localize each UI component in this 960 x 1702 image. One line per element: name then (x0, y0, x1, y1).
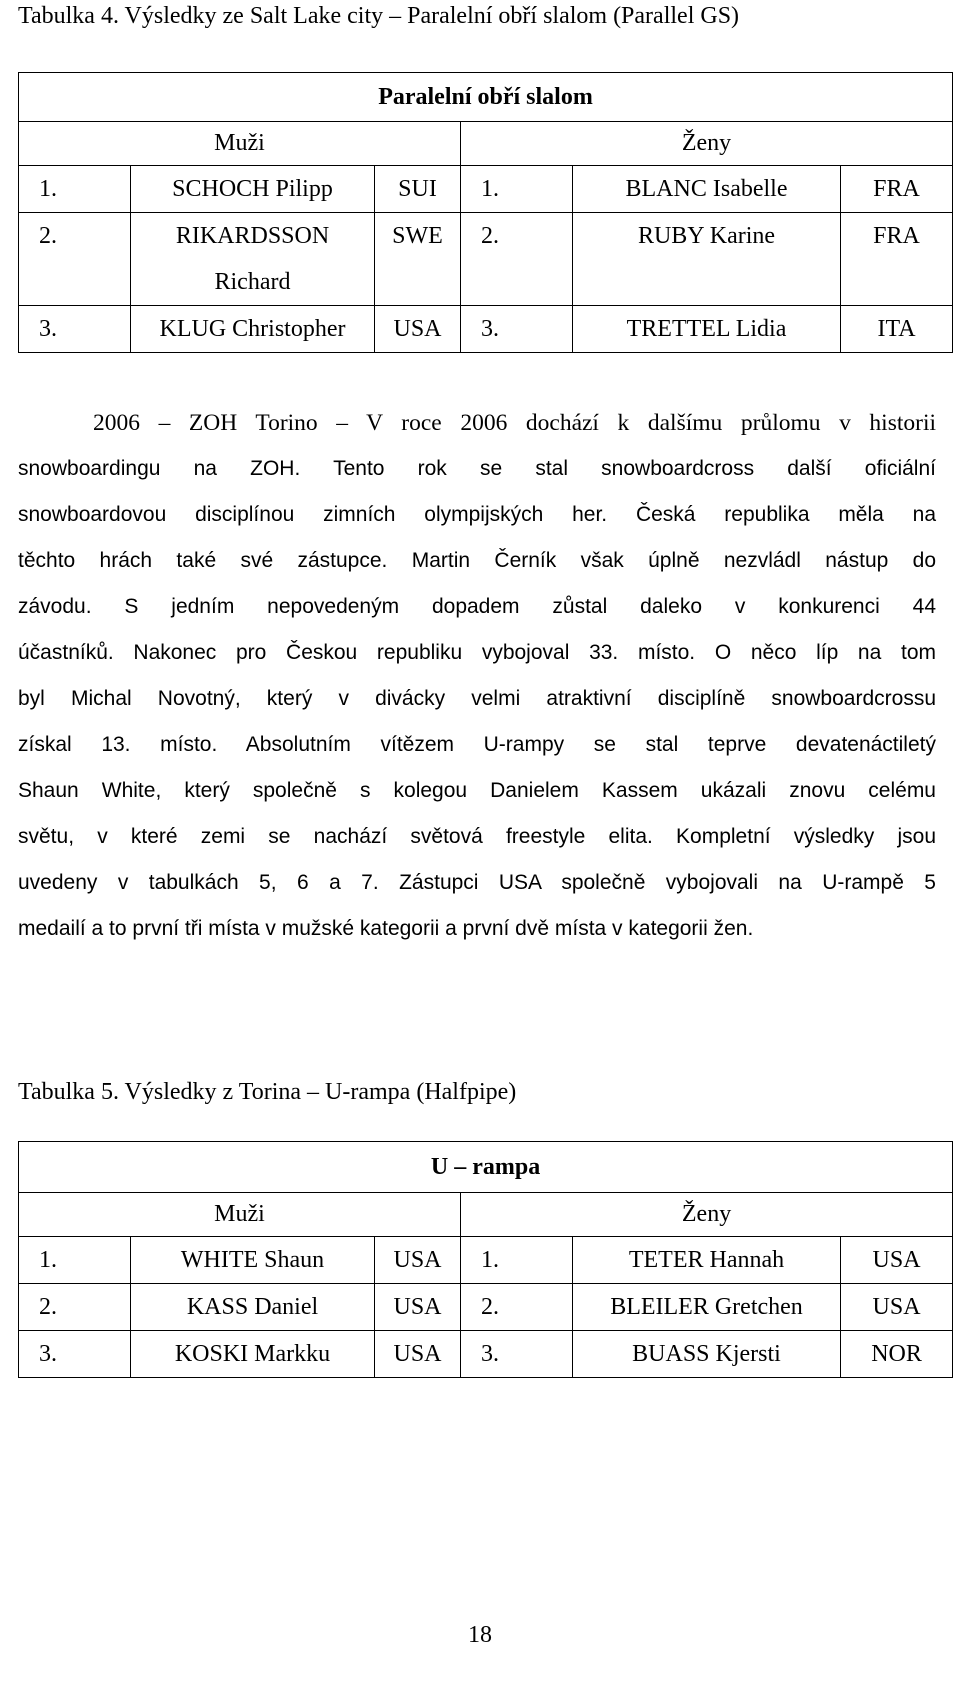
results-table-parallel-gs (18, 72, 953, 353)
body-line: těchto hrách také své zástupce. Martin Černík však úplně nezvládl nástup do (18, 549, 936, 572)
men-country: SWE (375, 213, 461, 306)
men-header: Muži (19, 122, 461, 166)
body-line: medailí a to první tři místa v mužské kategorii a první dvě místa v kategorii žen. (18, 917, 754, 940)
men-rank: 3. (19, 306, 131, 353)
table-row (19, 166, 953, 213)
body-line: uvedeny v tabulkách 5, 6 a 7. Zástupci USA společně vybojovali na U-rampě 5 (18, 871, 936, 894)
men-country: USA (375, 1237, 461, 1284)
table-row (19, 1237, 953, 1284)
women-country: FRA (841, 166, 953, 213)
table-title: Paralelní obří slalom (19, 73, 953, 122)
men-rank: 1. (19, 166, 131, 213)
body-paragraph (18, 400, 936, 952)
table-5-caption: Tabulka 5. Výsledky z Torina – U-rampa (Halfpipe) (18, 1079, 517, 1105)
women-rank: 2. (461, 213, 573, 306)
women-rank: 1. (461, 1237, 573, 1284)
body-line: získal 13. místo. Absolutním vítězem U-rampy se stal teprve devatenáctiletý (18, 733, 936, 756)
women-rank: 3. (461, 306, 573, 353)
body-line: světu, v které zemi se nachází světová freestyle elita. Kompletní výsledky jsou (18, 825, 936, 848)
men-name: KOSKI Markku (131, 1331, 375, 1378)
body-line: závodu. S jedním nepovedeným dopadem zůstal daleko v konkurenci 44 (18, 595, 936, 618)
men-country: SUI (375, 166, 461, 213)
page-number: 18 (468, 1622, 492, 1648)
results-table-halfpipe (18, 1141, 953, 1378)
table-row (19, 1331, 953, 1378)
women-name: BUASS Kjersti (573, 1331, 841, 1378)
women-country: NOR (841, 1331, 953, 1378)
men-header: Muži (19, 1193, 461, 1237)
women-rank: 3. (461, 1331, 573, 1378)
women-name: BLANC Isabelle (573, 166, 841, 213)
body-line: 2006 – ZOH Torino – V roce 2006 dochází k dalšímu průlomu v historii (93, 410, 936, 436)
men-country: USA (375, 1284, 461, 1331)
men-name: KASS Daniel (131, 1284, 375, 1331)
men-name: WHITE Shaun (131, 1237, 375, 1284)
body-line: snowboardovou disciplínou zimních olympijských her. Česká republika měla na (18, 503, 936, 526)
table-header-row (19, 122, 953, 166)
table-title-row (19, 1142, 953, 1193)
women-header: Ženy (461, 122, 953, 166)
body-line: účastníků. Nakonec pro Českou republiku vybojoval 33. místo. O něco líp na tom (18, 641, 936, 664)
women-rank: 2. (461, 1284, 573, 1331)
women-country: USA (841, 1284, 953, 1331)
men-country: USA (375, 306, 461, 353)
table-row (19, 306, 953, 353)
body-line: snowboardingu na ZOH. Tento rok se stal snowboardcross další oficiální (18, 457, 936, 480)
table-row (19, 1284, 953, 1331)
women-header: Ženy (461, 1193, 953, 1237)
women-name: TRETTEL Lidia (573, 306, 841, 353)
women-name: RUBY Karine (573, 213, 841, 306)
men-country: USA (375, 1331, 461, 1378)
women-country: USA (841, 1237, 953, 1284)
men-name: KLUG Christopher (131, 306, 375, 353)
women-country: ITA (841, 306, 953, 353)
table-4-caption: Tabulka 4. Výsledky ze Salt Lake city – Paralelní obří slalom (Parallel GS) (18, 3, 740, 29)
women-name: BLEILER Gretchen (573, 1284, 841, 1331)
women-country: FRA (841, 213, 953, 306)
body-line: byl Michal Novotný, který v divácky velmi atraktivní disciplíně snowboardcrossu (18, 687, 936, 710)
men-rank: 2. (19, 213, 131, 306)
table-title: U – rampa (19, 1142, 953, 1193)
table-header-row (19, 1193, 953, 1237)
women-rank: 1. (461, 166, 573, 213)
men-rank: 3. (19, 1331, 131, 1378)
men-name: RIKARDSSON Richard (131, 213, 375, 306)
men-name: SCHOCH Pilipp (131, 166, 375, 213)
body-line: Shaun White, který společně s kolegou Danielem Kassem ukázali znovu celému (18, 779, 936, 802)
table-row (19, 213, 953, 306)
men-rank: 1. (19, 1237, 131, 1284)
table-title-row (19, 73, 953, 122)
women-name: TETER Hannah (573, 1237, 841, 1284)
men-rank: 2. (19, 1284, 131, 1331)
